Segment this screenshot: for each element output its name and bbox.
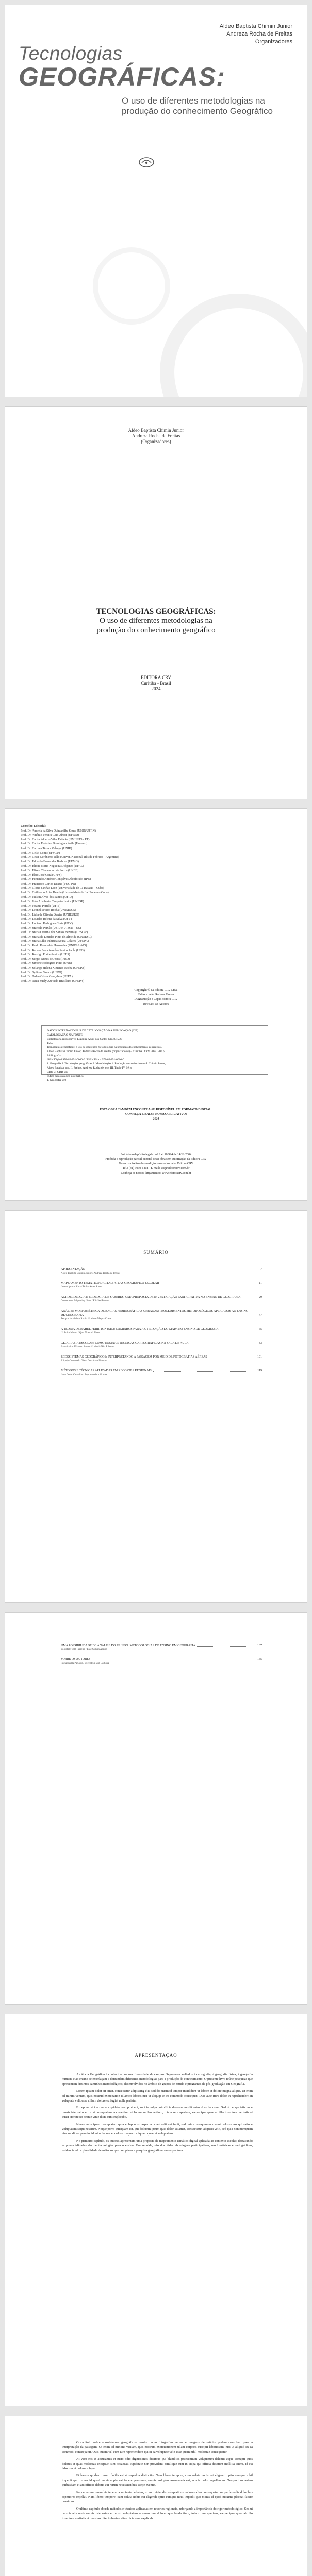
toc-entry-authors: Irure Dolor Carvalho / Reprehenderit Gomes: [61, 1374, 107, 1376]
imprint-block: [5, 1108, 307, 1176]
catalog-line: Aldeo Baptista. org. II. Freitas, Andreza Rocha de. org. III. Título IV. Série: [47, 1066, 132, 1070]
toc-entry-page: 155: [257, 1658, 262, 1661]
summary-title: SUMÁRIO: [143, 1250, 169, 1255]
editorial-board-member: Prof. Dr. Maria Lília Imbiriba Sousa Colares (UFOPA): [21, 940, 89, 943]
editorial-board-member: Prof. Dr. Renato Francisco dos Santos Paula (UFG): [21, 948, 85, 952]
catalog-line: T255: [47, 1042, 53, 1045]
editorial-board-member: Prof. Dr. Carlos Alberto Vilar Estêvão (UMINHO - PT): [21, 838, 90, 841]
cover-page: [5, 5, 307, 397]
toc-entry-page: 119: [257, 1369, 262, 1372]
titlepage-authors: [5, 428, 307, 445]
toc-line: [61, 1643, 262, 1648]
copyright-credits: [5, 988, 307, 1007]
editorial-board-member: Prof. Dr. Élsio José Corá (UFFS): [21, 873, 62, 877]
catalog-line: Tecnologias geográficas: o uso de diferentes metodologias na produção do conhecimento geográfico /: [47, 1046, 162, 1049]
cover-decor-ring-small: [93, 247, 170, 325]
editorial-board-member: Prof. Dr. Tania Suely Azevedo Brasileiro (UFOPA): [21, 979, 84, 983]
editorial-board-member: Prof. Dr. Sydione Santos (UEPG): [21, 971, 62, 974]
catalog-card: [41, 1025, 268, 1082]
copyright-page: [5, 809, 307, 1200]
paragraph: No primeiro capítulo, os autores apresentam uma proposta de mapeamento temático digital aplicada ao contexto escolar, destacando as potencialidades das geotecnologias para o ensino. Em seguida, são discutidas abordagens participativas, morfométricas e cartográficas, evidenciando a pluralidade de métodos que compõem a pesquisa geográfica contemporânea.: [62, 2139, 253, 2153]
paragraph: O último capítulo aborda métodos e técnicas aplicadas em recortes regionais, reforçando a importância do rigor metodológico. Sed ut perspiciatis unde omnis iste natus error sit voluptatem accusantium doloremque laudantium, totam rem aperiam, eaque ipsa quae ab illo inventore veritatis et quasi architecto beatae vitae dicta sunt explicabo.: [62, 2506, 253, 2520]
publisher-city: Curitiba - Brasil: [141, 681, 171, 686]
editorial-board-member: Prof. Dr. Luciano Rodrigues Costa (UFV): [21, 922, 73, 926]
catalog-line: Bibliografia: [47, 1054, 61, 1057]
paragraph: A ciência Geográfica é conhecida por sua diversidade de campos. Segmentos voltados à cartografia, à geografia física, à geografia humana e ao ensino se entrelaçam e demandam diferentes metodologias para a produção do conhecimento. O presente livro reúne pesquisas que apresentam distintos caminhos metodológicos, desenvolvidos no âmbito de grupos de estudo e programas de pós-graduação em Geografia.: [62, 2073, 253, 2086]
cover-author: Andreza Rocha de Freitas: [226, 31, 292, 37]
copyright-line: Editor-chefe: Railson Moura: [138, 993, 174, 996]
titlepage-title: TECNOLOGIAS GEOGRÁFICAS:: [96, 607, 216, 616]
cover-organizers-label: Organizadores: [255, 39, 292, 45]
titlepage-author: Aldeo Baptista Chimin Junior: [128, 428, 184, 433]
toc-entry-page: 83: [259, 1342, 262, 1345]
editorial-board-member: Prof. Dr. Paulo Romualdo Hernandes (UNIFAL-MG): [21, 944, 87, 948]
toc-entry-authors: Aliquip Commodo Dias / Duis Aute Martins: [61, 1360, 107, 1362]
editorial-board-member: Prof. Dr. Carlos Federico Dominguez Avila (Unieuro): [21, 842, 88, 846]
titlepage-author: Andreza Rocha de Freitas: [132, 433, 180, 438]
toc-entry: [61, 1657, 262, 1665]
toc-entry-label: MAPEAMENTO TEMÁTICO DIGITAL: ATLAS GEOGRÁFICO ESCOLAR: [61, 1282, 159, 1285]
paragraph: Et harum quidem rerum facilis est et expedita distinctio. Nam libero tempore, cum soluta nobis est eligendi optio cumque nihil impedit quo minus id quod maxime placeat facere possimus, omnis voluptas assumenda est, omnis dolor repellendus. Temporibus autem quibusdam et aut officiis debitis aut rerum necessitatibus saepe eveniet.: [62, 2473, 253, 2487]
editorial-board-member: Prof. Dr. Eduardo Fernandes Barbosa (UFMG): [21, 860, 79, 863]
publisher-name: EDITORA CRV: [141, 675, 171, 680]
editorial-board-member: Prof. Dr. Rodrigo Pratte-Santos (UFES): [21, 953, 70, 957]
toc-entry: [61, 1341, 262, 1349]
toc-entry-label: ANÁLISE MORFOMÉTRICA DE BACIAS HIDROGRÁFICAS URBANAS: PROCEDIMENTOS METODOLÓGICOS APLICADOS AO ENSINO DE GEOGRAFIA: [61, 1310, 249, 1317]
paragraph: At vero eos et accusamus et iusto odio dignissimos ducimus qui blanditiis praesentium voluptatum deleniti atque corrupti quos dolores et quas molestias excepturi sint occaecati cupiditate non provident, similique sunt in culpa qui officia deserunt mollitia animi, id est laborum et dolorum fuga.: [62, 2457, 253, 2471]
presentation-continued-page: [5, 2416, 307, 2576]
toc-line: [61, 1281, 262, 1285]
toc-entry-label: A TEORIA DE RAHEL PERRITON (SIC): CAMINHOS PARA A UTILIZAÇÃO DO MAPA NO ENSINO DE GEOGRAFIA: [61, 1328, 219, 1331]
table-of-contents: [61, 1267, 262, 1383]
toc-leader-dots: [153, 1371, 253, 1372]
toc-entry: [61, 1327, 262, 1335]
presentation-page: [5, 2014, 307, 2406]
imprint-line: CONHEÇA E BAIXE NOSSO APLICATIVO!: [125, 1113, 187, 1116]
catalog-line: Aldeo Baptista Chimin Junior, Andreza Rocha de Freitas (organizadores) – Curitiba : CRV, 2024. 200 p.: [47, 1050, 166, 1053]
summary-continued-page: [5, 1613, 307, 2004]
toc-line: [61, 1369, 262, 1373]
toc-entry-page: 29: [259, 1296, 262, 1299]
toc-entry: [61, 1355, 262, 1363]
toc-entry-label: MÉTODOS E TÉCNICAS APLICADAS EM RECORTES REGIONAIS: [61, 1369, 152, 1372]
editorial-board-member: Prof. Dr. Lourdes Helena da Silva (UFV): [21, 918, 72, 921]
cover-title: [19, 43, 225, 90]
toc-entry-page: 137: [257, 1644, 262, 1647]
imprint-lines: [5, 1108, 307, 1176]
toc-entry-page: 11: [259, 1282, 262, 1285]
catalog-line: Índice para catálogo sistemático: [47, 1075, 84, 1078]
paragraph: O capítulo sobre ecossistemas geográficos mostra como fotografias aéreas e imagens de satélite podem contribuir para a interpretação da paisagem. Ut enim ad minima veniam, quis nostrum exercitationem ullam corporis suscipit laboriosam, nisi ut aliquid ex ea commodi consequatur. Quis autem vel eum iure reprehenderit qui in ea voluptate velit esse quam nihil molestiae consequatur.: [62, 2441, 253, 2454]
presentation-text: [62, 2072, 253, 2155]
imprint-line: Foi feito o depósito legal conf. Lei 10.994 de 14/12/2004: [120, 1153, 192, 1156]
cover-author: Aldeo Baptista Chimin Junior: [219, 23, 292, 29]
toc-entry-authors: Voluptate Velit Ferreira / Esse Cillum Araújo: [61, 1648, 107, 1651]
toc-entry: [61, 1309, 262, 1321]
editorial-board-member: Prof. Dr. Jailson Alves dos Santos (UFRJ): [21, 895, 73, 899]
titlepage-organizers-label: (Organizadores): [141, 439, 171, 444]
copyright-line: Diagramação e Capa: Editora CRV: [134, 998, 178, 1001]
catalog-line: CATALOGAÇÃO NA FONTE: [47, 1033, 83, 1037]
toc-entry-label: GEOGRAFIA ESCOLAR: COMO ENSINAR TÉCNICAS CARTOGRÁFICAS NA SALA DE AULA: [61, 1342, 189, 1345]
paragraph: Lorem ipsum dolor sit amet, consectetur adipiscing elit, sed do eiusmod tempor incididunt ut labore et dolore magna aliqua. Ut enim ad minim veniam, quis nostrud exercitation ullamco laboris nisi ut aliquip ex ea commodo consequat. Duis aute irure dolor in reprehenderit in voluptate velit esse cillum dolore eu fugiat nulla pariatur.: [62, 2089, 253, 2103]
title-page: [5, 407, 307, 799]
toc-entry-authors: Consectetur Adipiscing Lima / Elit Sed Pereira: [61, 1300, 109, 1302]
editorial-board-member: Prof. Dr. Tadeu Oliver Gonçalves (UFPA): [21, 975, 73, 979]
imprint-line: Tel.: (41) 3039-6418 - E-mail: sac@editoracrv.com.br: [122, 1167, 190, 1170]
editorial-board-member: Prof. Dr. Sérgio Nunes de Jesus (IFRO): [21, 957, 70, 961]
toc-entry: [61, 1369, 262, 1377]
toc-entry-page: 7: [260, 1268, 262, 1271]
editorial-board-member: Prof. Dr. Celso Conti (UFSCar): [21, 851, 60, 855]
paragraph: Itaque earum rerum hic tenetur a sapiente delectus, ut aut reiciendis voluptatibus maiores alias consequatur aut perferendis doloribus asperiores repellat. Nam libero tempore, cum soluta nobis est eligendi optio cumque nihil impedit quo minus id quod maxime placeat facere possimus.: [62, 2490, 253, 2504]
catalog-line: DADOS INTERNACIONAIS DE CATALOGAÇÃO NA PUBLICAÇÃO (CIP): [47, 1029, 138, 1032]
toc-line: [61, 1327, 262, 1331]
toc-leader-dots: [197, 1646, 253, 1647]
imprint-line: Conheça os nossos lançamentos: www.editoracrv.com.br: [121, 1172, 191, 1175]
toc-entry-label: UMA POSSIBILIDADE DE ANÁLISE DO MUNDO: METODOLOGIAS DE ENSINO EM GEOGRAFIA: [61, 1644, 195, 1647]
imprint-line: 2024: [153, 1117, 159, 1121]
cover-authors: [220, 23, 292, 46]
editorial-board-member: Prof. Dr. Maria Cristina dos Santos Bezerra (UFSCar): [21, 931, 88, 935]
editorial-board-member: Prof. Dr. Maria de Lourdes Pinto de Almeida (UNOESC): [21, 935, 92, 939]
editorial-board: [21, 824, 139, 984]
imprint-line: Todos os direitos desta edição reservados pela: Editora CRV: [119, 1162, 193, 1165]
toc-entry: [61, 1295, 262, 1303]
editorial-board-title: Conselho Editorial:: [21, 825, 47, 828]
toc-entry-page: 101: [257, 1355, 262, 1359]
toc-entry-authors: Aldeo Baptista Chimin Junior / Andreza Rocha de Freitas: [61, 1272, 121, 1275]
toc-entry-authors: Exercitation Ullamco Santos / Laboris Nisi Ribeiro: [61, 1346, 114, 1348]
presentation-text-continued: [62, 2440, 253, 2523]
toc-line: [61, 1309, 262, 1317]
catalog-line: Bibliotecária responsável: Luzenira Alves dos Santos CRB9/1506: [47, 1038, 122, 1041]
editorial-board-member: Prof. Dr. Marcelo Paixão (UFRJ e UTexas – US): [21, 926, 81, 930]
editorial-board-member: Prof. Dr. Simone Rodrigues Pinto (UNB): [21, 962, 72, 965]
toc-entry-label: AGROECOLOGIA E ECOLOGIA DE SABERES: UMA PROPOSTA DE INVESTIGAÇÃO PARTICIPATIVA NO ENSINO DE GEOGRAFIA: [61, 1296, 241, 1299]
editorial-board-member: Prof. Dr. Lídia de Oliveira Xavier (UNIEURO): [21, 913, 79, 917]
titlepage-subtitle-line: produção do conhecimento geográfico: [96, 626, 216, 634]
toc-entry: [61, 1267, 262, 1275]
editorial-board-member: Prof. Dr. Cesar Gerónimo Tello (Univer. Nacional Três de Febrero – Argentina): [21, 856, 119, 859]
copyright-line: Copyright © da Editora CRV Ltda.: [134, 989, 178, 992]
catalog-line: CDU 91 CDD 910: [47, 1071, 69, 1074]
editorial-board-member: Prof. Dr. Elizeu Clementino de Souza (UNEB): [21, 869, 79, 872]
toc-entry: [61, 1281, 262, 1289]
toc-entry-label: APRESENTAÇÃO: [61, 1268, 85, 1271]
paragraph: Excepteur sint occaecat cupidatat non proident, sunt in culpa qui officia deserunt mollit anim id est laborum. Sed ut perspiciatis unde omnis iste natus error sit voluptatem accusantium doloremque laudantium, totam rem aperiam, eaque ipsa quae ab illo inventore veritatis et quasi architecto beatae vitae dicta sunt explicabo.: [62, 2106, 253, 2120]
titlepage-subtitle-line: O uso de diferentes metodologias na: [100, 617, 212, 625]
toc-entry-page: 65: [259, 1328, 262, 1331]
toc-line: [61, 1295, 262, 1299]
titlepage-publisher: [5, 675, 307, 692]
editorial-board-member: Prof. Dr. Fernando Antônio Gonçalves Alcoforado (IPB): [21, 878, 91, 882]
catalog-card-lines: [47, 1029, 262, 1082]
imprint-line: Proibida a reprodução parcial ou total desta obra sem autorização da Editora CRV: [105, 1158, 207, 1161]
cover-decor-ring: [160, 294, 307, 397]
cover-title-line2: GEOGRÁFICAS:: [19, 62, 225, 91]
editorial-board-member: Prof. Dr. Gloria Fariñas León (Universidade de La Havana – Cuba): [21, 887, 104, 890]
editorial-board-member: Prof. Dr. Elione Maria Nogueira Diógenes (UFAL): [21, 865, 84, 868]
presentation-title: APRESENTAÇÃO: [135, 2053, 177, 2058]
toc-entry-authors: Tempor Incididunt Rocha / Labore Magna Costa: [61, 1318, 111, 1320]
editorial-board-member: Prof. Dr. Leonel Severo Rocha (UNISINOS): [21, 909, 76, 912]
table-of-contents-continued: [61, 1643, 262, 1671]
editorial-board-member: Prof. Dr. Guillermo Arias Beatón (Universidade de La Havana – Cuba): [21, 891, 109, 894]
toc-entry-authors: Lorem Ipsum Silva / Dolor Amet Souza: [61, 1286, 102, 1289]
editorial-board-member: Prof. Dr. Andréia da Silva Quintanilha Sousa (UNIR/UFRN): [21, 829, 96, 833]
toc-entry-page: 47: [259, 1314, 262, 1317]
catalog-line: 1. Geografia 910: [47, 1079, 67, 1082]
paragraph: Nemo enim ipsam voluptatem quia voluptas sit aspernatur aut odit aut fugit, sed quia consequuntur magni dolores eos qui ratione voluptatem sequi nesciunt. Neque porro quisquam est, qui dolorem ipsum quia dolor sit amet, consectetur, adipisci velit, sed quia non numquam eius modi tempora incidunt ut labore et dolore magnam aliquam quaerat voluptatem.: [62, 2122, 253, 2136]
editorial-board-member: Prof. Dr. Antônio Pereira Gaio Júnior (UFRRJ): [21, 834, 79, 837]
titlepage-title-block: [5, 607, 307, 635]
toc-line: [61, 1355, 262, 1359]
toc-entry-authors: Fugiat Nulla Pariatur / Excepteur Sint Barbosa: [61, 1662, 109, 1665]
imprint-line: ESTA OBRA TAMBÉM ENCONTRA-SE DISPONÍVEL EM FORMATO DIGITAL.: [100, 1108, 212, 1111]
publisher-logo-icon: [138, 157, 155, 168]
summary-page: [5, 1211, 307, 1602]
copyright-line: Revisão: Os Autores: [143, 1003, 169, 1006]
cover-title-line1: Tecnologias: [19, 43, 123, 64]
toc-entry-label: SOBRE OS AUTORES: [61, 1658, 91, 1661]
editorial-board-list: [21, 829, 139, 984]
editorial-board-member: Prof. Dr. Josania Portela (UFPI): [21, 904, 60, 908]
cover-subtitle: O uso de diferentes metodologias na produção do conhecimento Geográfico: [122, 96, 273, 116]
toc-line: [61, 1267, 262, 1272]
editorial-board-member: Prof. Dr. Solange Helena Ximenes-Rocha (UFOPA): [21, 967, 85, 970]
publisher-year: 2024: [151, 686, 161, 691]
toc-entry-label: ECOSSISTEMAS GEOGRÁFICOS: INTERPRETANDO A PAISAGEM POR MEIO DE FOTOGRAFIAS AÉREAS: [61, 1355, 207, 1359]
editorial-board-member: Prof. Dr. Carmen Tereza Velanga (UNIR): [21, 846, 72, 850]
editorial-board-member: Prof. Dr. Francisco Carlos Duarte (PUC-PR): [21, 882, 76, 886]
toc-entry: [61, 1643, 262, 1651]
editorial-board-member: Prof. Dr. João Adalberto Campato Junior (UNESP): [21, 900, 84, 904]
toc-line: [61, 1657, 262, 1662]
catalog-line: ISBN Digital 978-65-251-0000-0 / ISBN Físico 978-65-251-0000-0: [47, 1058, 124, 1061]
toc-entry-authors: Ut Enim Minim / Quis Nostrud Alves: [61, 1332, 100, 1334]
toc-line: [61, 1341, 262, 1345]
catalog-line: 1. Geografia 2. Tecnologias geográficas 3. Metodologias 4. Produção do conhecimento I. Chimin Junior,: [47, 1062, 166, 1065]
